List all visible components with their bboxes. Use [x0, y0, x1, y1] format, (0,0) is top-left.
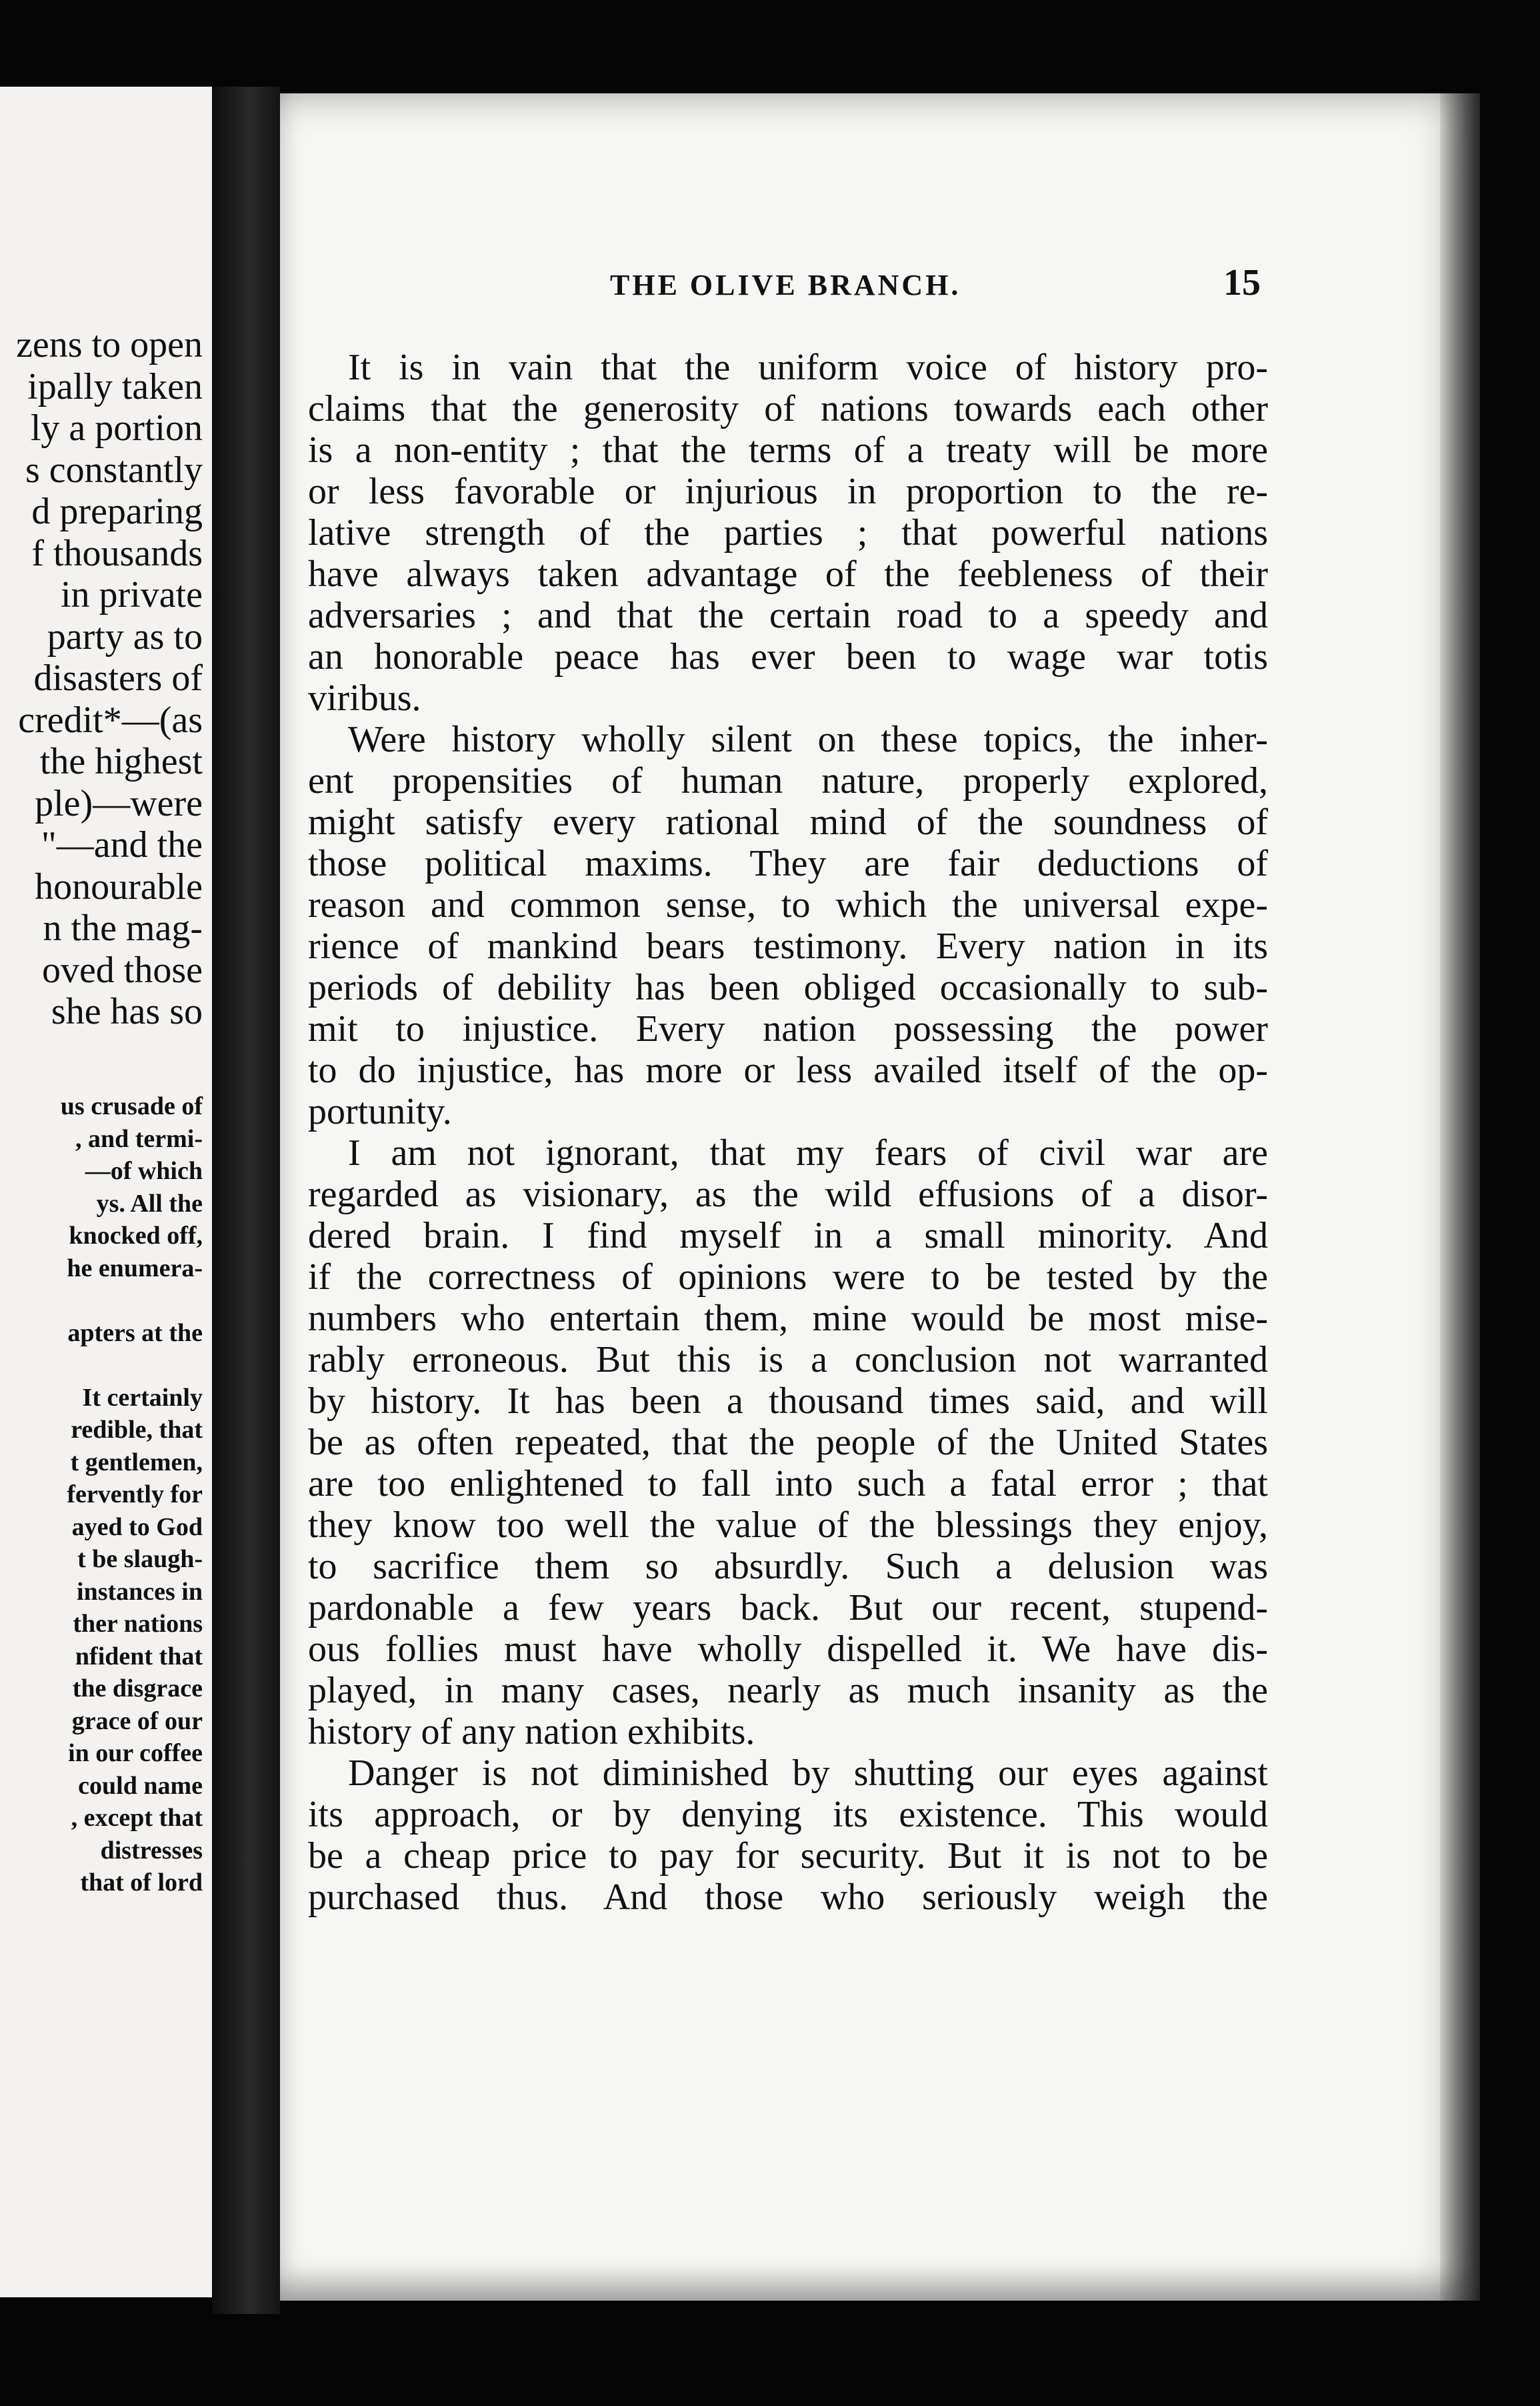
body-text-line: reason and common sense, to which the universal expe-: [308, 884, 1268, 926]
body-text-line: be a cheap price to pay for security. But it is not to be: [308, 1835, 1268, 1877]
left-footnote-line: distresses: [100, 1836, 203, 1865]
left-footnote-line: grace of our: [71, 1706, 203, 1735]
body-text-line: played, in many cases, nearly as much insanity as the: [308, 1670, 1268, 1711]
left-text-line: d preparing: [31, 491, 203, 532]
left-text-line: oved those: [41, 949, 203, 991]
body-text-line: are too enlightened to fall into such a fatal error ; that: [308, 1463, 1268, 1504]
left-footnote-line: , and termi-: [75, 1124, 203, 1153]
left-footnote-line: , except that: [71, 1804, 203, 1832]
body-text-line: rience of mankind bears testimony. Every nation in its: [308, 926, 1268, 967]
left-footnote-line: t be slaugh-: [77, 1545, 203, 1573]
left-text-line: s constantly: [25, 449, 203, 491]
left-footnote-line: —of which: [85, 1157, 203, 1185]
body-text-line: claims that the generosity of nations towards each other: [308, 388, 1268, 429]
left-text-line: "—and the: [41, 824, 203, 866]
body-text-line: lative strength of the parties ; that powerful nations: [308, 512, 1268, 553]
body-text-line: Danger is not diminished by shutting our eyes against: [348, 1752, 1268, 1794]
body-text-line: Were history wholly silent on these topics, the inher-: [348, 719, 1268, 760]
body-text-line: be as often repeated, that the people of the United States: [308, 1422, 1268, 1463]
body-text-line: by history. It has been a thousand times said, and will: [308, 1380, 1268, 1422]
left-text-line: she has so: [51, 991, 203, 1032]
left-page-footnotes: [0, 1090, 203, 1899]
body-text-line: is a non-entity ; that the terms of a treaty will be more: [308, 429, 1268, 471]
body-text-line: regarded as visionary, as the wild effusions of a disor-: [308, 1174, 1268, 1215]
left-text-line: party as to: [47, 616, 203, 658]
left-page: [0, 87, 212, 2297]
body-text-line: if the correctness of opinions were to be tested by the: [308, 1256, 1268, 1298]
left-text-line: f thousands: [31, 532, 203, 574]
body-text-line: ous follies must have wholly dispelled it. We have dis-: [308, 1628, 1268, 1670]
body-text-line: they know too well the value of the blessings they enjoy,: [308, 1504, 1268, 1546]
left-footnote-line: he enumera-: [67, 1254, 203, 1282]
page-number: 15: [1223, 262, 1261, 303]
body-text-line: pardonable a few years back. But our recent, stupend-: [308, 1587, 1268, 1628]
body-text-line: history of any nation exhibits.: [308, 1711, 755, 1752]
body-text-line: have always taken advantage of the feebleness of their: [308, 553, 1268, 595]
left-text-line: the highest: [39, 741, 203, 782]
left-text-line: ipally taken: [27, 365, 203, 407]
page-edge: [1440, 93, 1480, 2301]
body-text-line: to sacrifice them so absurdly. Such a delusion was: [308, 1546, 1268, 1587]
body-text-line: numbers who entertain them, mine would be most mise-: [308, 1298, 1268, 1339]
body-text-line: I am not ignorant, that my fears of civil war are: [348, 1132, 1268, 1174]
body-text-line: ent propensities of human nature, properly explored,: [308, 760, 1268, 802]
body-text-line: mit to injustice. Every nation possessing the power: [308, 1008, 1268, 1050]
left-text-line: n the mag-: [43, 908, 203, 949]
left-page-text: [0, 324, 203, 1033]
body-text-line: dered brain. I find myself in a small minority. And: [308, 1215, 1268, 1256]
book-binding: [212, 87, 280, 2314]
left-footnote-line: ayed to God: [71, 1512, 203, 1541]
left-footnote-line: redible, that: [71, 1416, 203, 1444]
body-text-line: those political maxims. They are fair deductions of: [308, 843, 1268, 884]
left-footnote-line: instances in: [77, 1577, 203, 1606]
left-footnote-line: knocked off,: [69, 1222, 203, 1250]
body-text-line: periods of debility has been obliged occasionally to sub-: [308, 967, 1268, 1008]
left-footnote-line: the disgrace: [72, 1674, 203, 1702]
left-footnote-line: in our coffee: [68, 1739, 203, 1767]
left-footnote-line: ys. All the: [96, 1189, 203, 1218]
left-text-line: credit*—(as: [18, 699, 203, 741]
left-text-line: disasters of: [33, 658, 203, 699]
left-text-line: ple)—were: [35, 782, 203, 824]
left-footnote-line: apters at the: [67, 1318, 203, 1347]
left-footnote-line: ther nations: [73, 1610, 203, 1638]
left-text-line: ly a portion: [30, 407, 203, 449]
body-text-line: adversaries ; and that the certain road to a speedy and: [308, 595, 1268, 636]
left-footnote-line: that of lord: [80, 1869, 203, 1897]
body-text-line: purchased thus. And those who seriously weigh the: [308, 1877, 1268, 1918]
left-footnote-line: nfident that: [75, 1642, 203, 1670]
body-text-line: It is in vain that the uniform voice of history pro-: [348, 347, 1268, 388]
left-text-line: in private: [60, 574, 203, 616]
left-text-line: zens to open: [16, 324, 203, 365]
body-text-line: or less favorable or injurious in proportion to the re-: [308, 471, 1268, 512]
left-footnote-line: t gentlemen,: [70, 1448, 203, 1476]
left-footnote-line: [0, 1284, 203, 1317]
left-text-line: honourable: [35, 866, 203, 908]
body-text-line: viribus.: [308, 678, 421, 719]
left-footnote-line: could name: [78, 1771, 203, 1800]
right-page: [280, 93, 1480, 2301]
body-text-line: portunity.: [308, 1091, 452, 1132]
body-text-line: rably erroneous. But this is a conclusion not warranted: [308, 1339, 1268, 1380]
left-footnote-line: us crusade of: [60, 1092, 203, 1120]
body-text-line: its approach, or by denying its existence. This would: [308, 1794, 1268, 1835]
body-text: [308, 347, 1268, 1918]
body-text-line: to do injustice, has more or less availed itself of the op-: [308, 1050, 1268, 1091]
left-footnote-line: It certainly: [82, 1383, 203, 1412]
body-text-line: an honorable peace has ever been to wage war totis: [308, 636, 1268, 678]
running-head: THE OLIVE BRANCH.: [610, 269, 961, 301]
left-footnote-line: fervently for: [67, 1480, 203, 1508]
body-text-line: might satisfy every rational mind of the soundness of: [308, 802, 1268, 843]
left-footnote-line: [0, 1349, 203, 1382]
